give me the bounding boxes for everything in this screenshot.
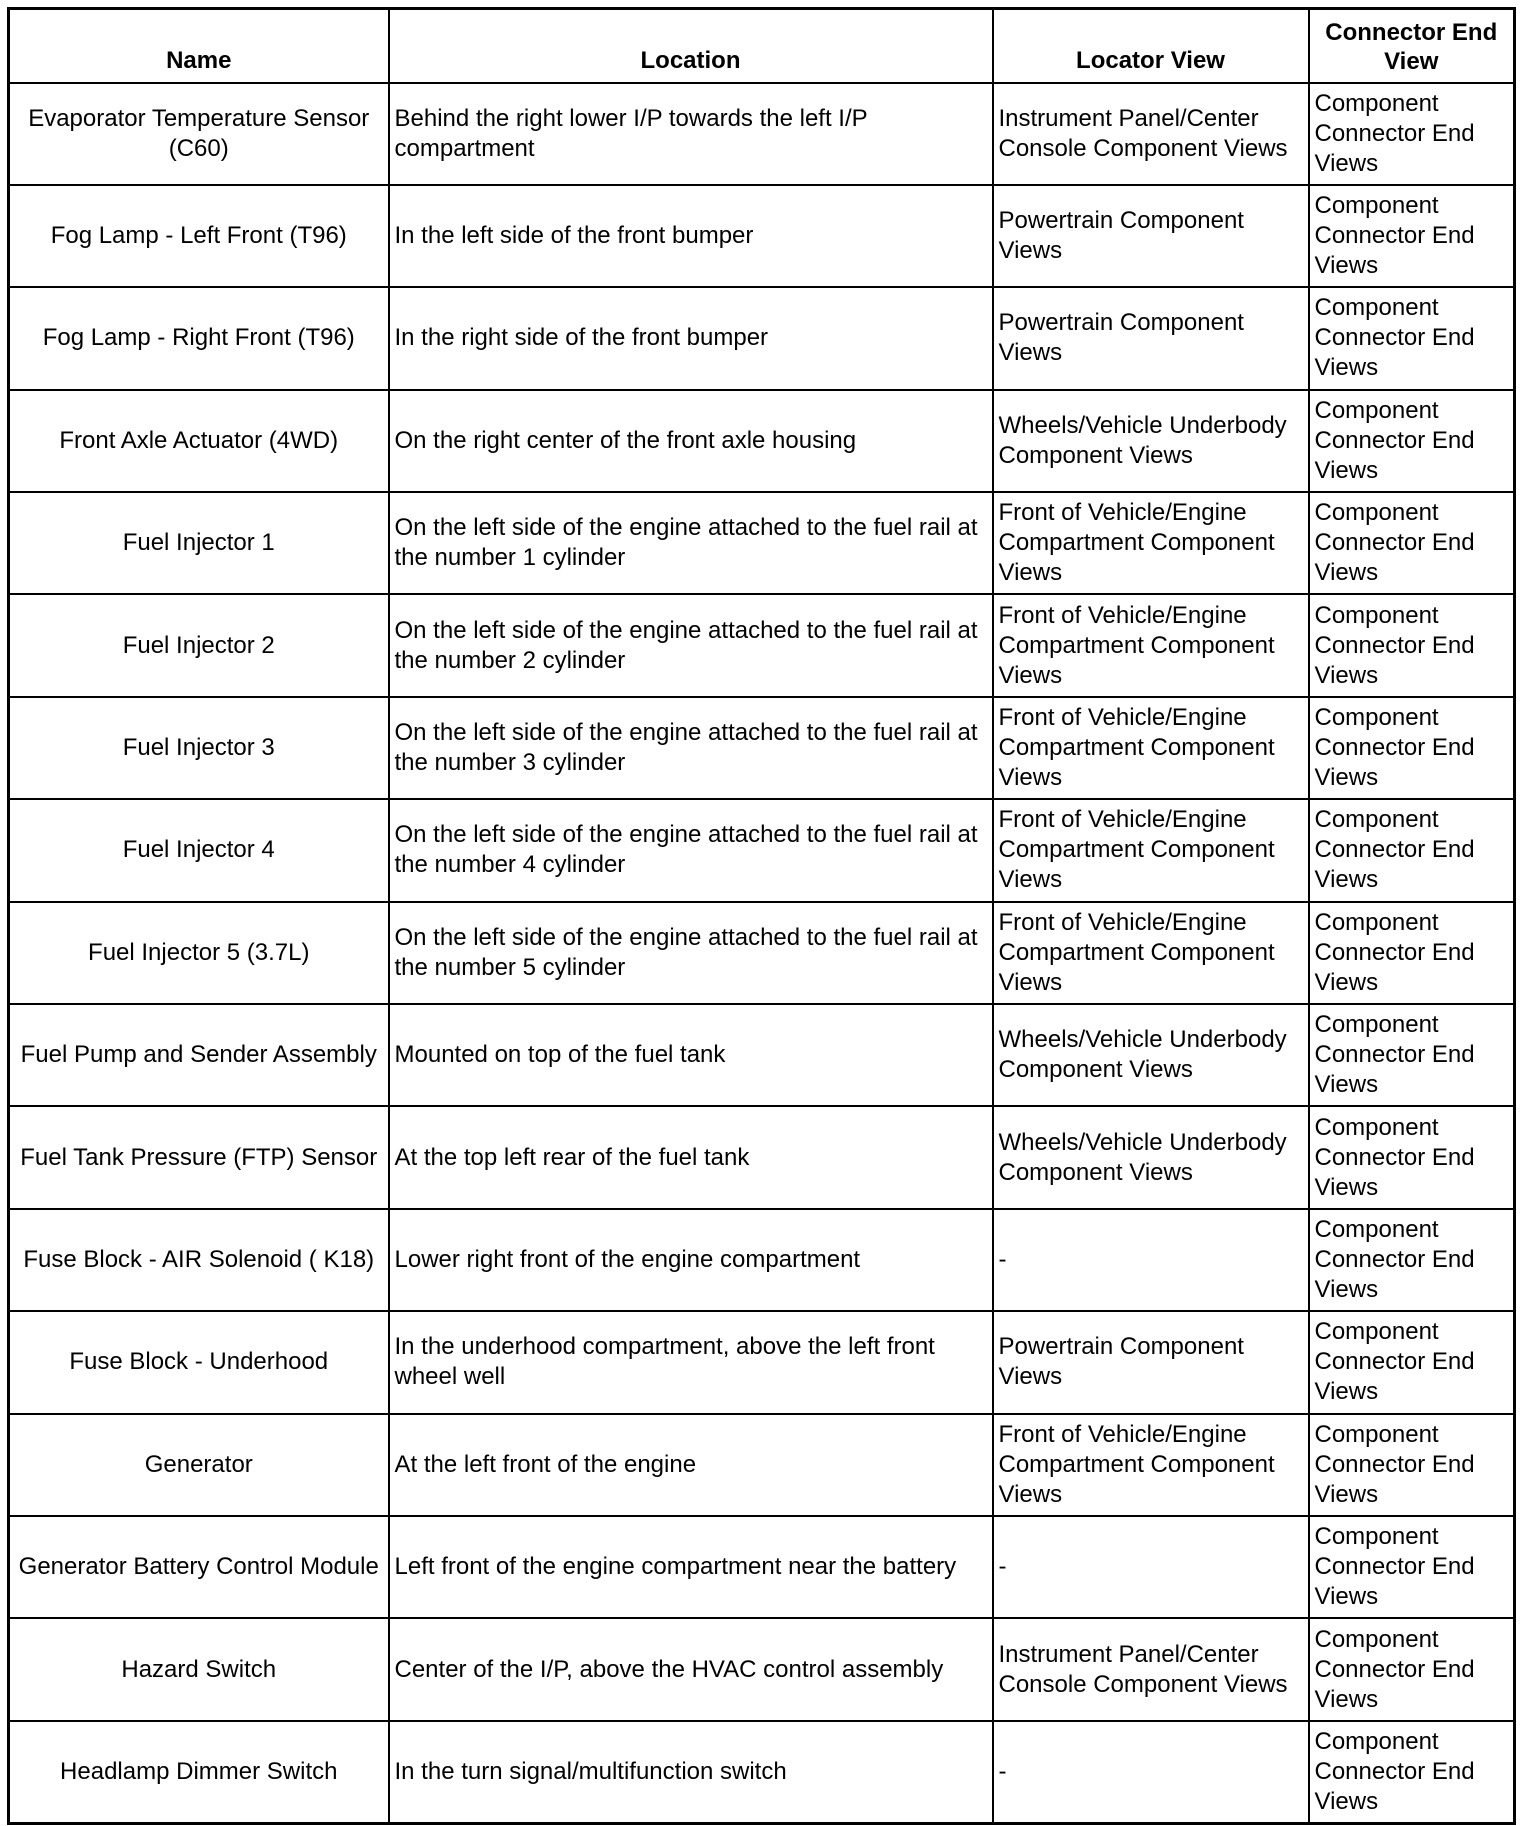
table-row xyxy=(9,1516,1515,1618)
cell-name: Fog Lamp - Right Front (T96) xyxy=(9,287,389,389)
table-row xyxy=(9,1414,1515,1516)
cell-location: In the turn signal/multifunction switch xyxy=(389,1721,993,1823)
table-row xyxy=(9,1209,1515,1311)
cell-location: On the left side of the engine attached to the fuel rail at the number 5 cylinder xyxy=(389,902,993,1004)
cell-location: At the top left rear of the fuel tank xyxy=(389,1106,993,1208)
cell-connector-end-view: Component Connector End Views xyxy=(1309,799,1515,901)
cell-connector-end-view: Component Connector End Views xyxy=(1309,697,1515,799)
cell-locator-view: Powertrain Component Views xyxy=(993,1311,1309,1413)
cell-locator-view: Front of Vehicle/Engine Compartment Component Views xyxy=(993,594,1309,696)
cell-location: In the right side of the front bumper xyxy=(389,287,993,389)
cell-connector-end-view: Component Connector End Views xyxy=(1309,492,1515,594)
cell-name: Fuse Block - Underhood xyxy=(9,1311,389,1413)
component-locator-table xyxy=(7,7,1516,1825)
cell-location: Mounted on top of the fuel tank xyxy=(389,1004,993,1106)
cell-location: Lower right front of the engine compartment xyxy=(389,1209,993,1311)
cell-name: Generator Battery Control Module xyxy=(9,1516,389,1618)
table-row xyxy=(9,1721,1515,1823)
cell-locator-view: Wheels/Vehicle Underbody Component Views xyxy=(993,1106,1309,1208)
cell-name: Headlamp Dimmer Switch xyxy=(9,1721,389,1823)
component-locator-document xyxy=(7,7,1513,1819)
cell-locator-view: Front of Vehicle/Engine Compartment Component Views xyxy=(993,492,1309,594)
cell-location: Center of the I/P, above the HVAC control assembly xyxy=(389,1618,993,1720)
cell-locator-view: Wheels/Vehicle Underbody Component Views xyxy=(993,390,1309,492)
cell-name: Fuel Tank Pressure (FTP) Sensor xyxy=(9,1106,389,1208)
cell-name: Fuel Injector 5 (3.7L) xyxy=(9,902,389,1004)
cell-name: Fuse Block - AIR Solenoid ( K18) xyxy=(9,1209,389,1311)
header-name: Name xyxy=(9,9,389,83)
cell-locator-view: - xyxy=(993,1721,1309,1823)
table-row xyxy=(9,902,1515,1004)
cell-connector-end-view: Component Connector End Views xyxy=(1309,1106,1515,1208)
cell-locator-view: Front of Vehicle/Engine Compartment Component Views xyxy=(993,799,1309,901)
cell-locator-view: Front of Vehicle/Engine Compartment Component Views xyxy=(993,697,1309,799)
cell-locator-view: Wheels/Vehicle Underbody Component Views xyxy=(993,1004,1309,1106)
cell-location: Behind the right lower I/P towards the left I/P compartment xyxy=(389,83,993,185)
header-location: Location xyxy=(389,9,993,83)
cell-connector-end-view: Component Connector End Views xyxy=(1309,1209,1515,1311)
cell-locator-view: Front of Vehicle/Engine Compartment Component Views xyxy=(993,1414,1309,1516)
cell-locator-view: Powertrain Component Views xyxy=(993,287,1309,389)
table-header xyxy=(9,9,1515,83)
cell-name: Fuel Injector 2 xyxy=(9,594,389,696)
cell-locator-view: - xyxy=(993,1516,1309,1618)
cell-connector-end-view: Component Connector End Views xyxy=(1309,1516,1515,1618)
cell-connector-end-view: Component Connector End Views xyxy=(1309,902,1515,1004)
cell-locator-view: Instrument Panel/Center Console Component Views xyxy=(993,83,1309,185)
table-row xyxy=(9,1004,1515,1106)
cell-location: On the right center of the front axle housing xyxy=(389,390,993,492)
header-row xyxy=(9,9,1515,83)
header-locator-view: Locator View xyxy=(993,9,1309,83)
table-row xyxy=(9,1311,1515,1413)
cell-locator-view: Instrument Panel/Center Console Component Views xyxy=(993,1618,1309,1720)
cell-location: In the left side of the front bumper xyxy=(389,185,993,287)
cell-name: Fuel Pump and Sender Assembly xyxy=(9,1004,389,1106)
table-row xyxy=(9,390,1515,492)
cell-location: On the left side of the engine attached to the fuel rail at the number 4 cylinder xyxy=(389,799,993,901)
cell-connector-end-view: Component Connector End Views xyxy=(1309,1004,1515,1106)
table-row xyxy=(9,83,1515,185)
cell-name: Fog Lamp - Left Front (T96) xyxy=(9,185,389,287)
cell-location: On the left side of the engine attached to the fuel rail at the number 1 cylinder xyxy=(389,492,993,594)
table-row xyxy=(9,799,1515,901)
cell-connector-end-view: Component Connector End Views xyxy=(1309,594,1515,696)
cell-connector-end-view: Component Connector End Views xyxy=(1309,185,1515,287)
table-row xyxy=(9,492,1515,594)
cell-locator-view: Powertrain Component Views xyxy=(993,185,1309,287)
cell-connector-end-view: Component Connector End Views xyxy=(1309,1618,1515,1720)
cell-location: On the left side of the engine attached to the fuel rail at the number 2 cylinder xyxy=(389,594,993,696)
header-connector-end-view: Connector End View xyxy=(1309,9,1515,83)
cell-name: Hazard Switch xyxy=(9,1618,389,1720)
cell-connector-end-view: Component Connector End Views xyxy=(1309,83,1515,185)
cell-name: Evaporator Temperature Sensor (C60) xyxy=(9,83,389,185)
cell-connector-end-view: Component Connector End Views xyxy=(1309,390,1515,492)
table-row xyxy=(9,594,1515,696)
cell-locator-view: Front of Vehicle/Engine Compartment Component Views xyxy=(993,902,1309,1004)
cell-connector-end-view: Component Connector End Views xyxy=(1309,1721,1515,1823)
cell-name: Fuel Injector 3 xyxy=(9,697,389,799)
cell-name: Front Axle Actuator (4WD) xyxy=(9,390,389,492)
cell-locator-view: - xyxy=(993,1209,1309,1311)
cell-connector-end-view: Component Connector End Views xyxy=(1309,1414,1515,1516)
cell-name: Fuel Injector 4 xyxy=(9,799,389,901)
table-row xyxy=(9,697,1515,799)
cell-name: Fuel Injector 1 xyxy=(9,492,389,594)
cell-connector-end-view: Component Connector End Views xyxy=(1309,287,1515,389)
cell-location: In the underhood compartment, above the left front wheel well xyxy=(389,1311,993,1413)
cell-location: At the left front of the engine xyxy=(389,1414,993,1516)
cell-connector-end-view: Component Connector End Views xyxy=(1309,1311,1515,1413)
table-body xyxy=(9,83,1515,1824)
table-row xyxy=(9,185,1515,287)
cell-name: Generator xyxy=(9,1414,389,1516)
table-row xyxy=(9,1618,1515,1720)
cell-location: On the left side of the engine attached to the fuel rail at the number 3 cylinder xyxy=(389,697,993,799)
cell-location: Left front of the engine compartment near the battery xyxy=(389,1516,993,1618)
table-row xyxy=(9,287,1515,389)
table-row xyxy=(9,1106,1515,1208)
